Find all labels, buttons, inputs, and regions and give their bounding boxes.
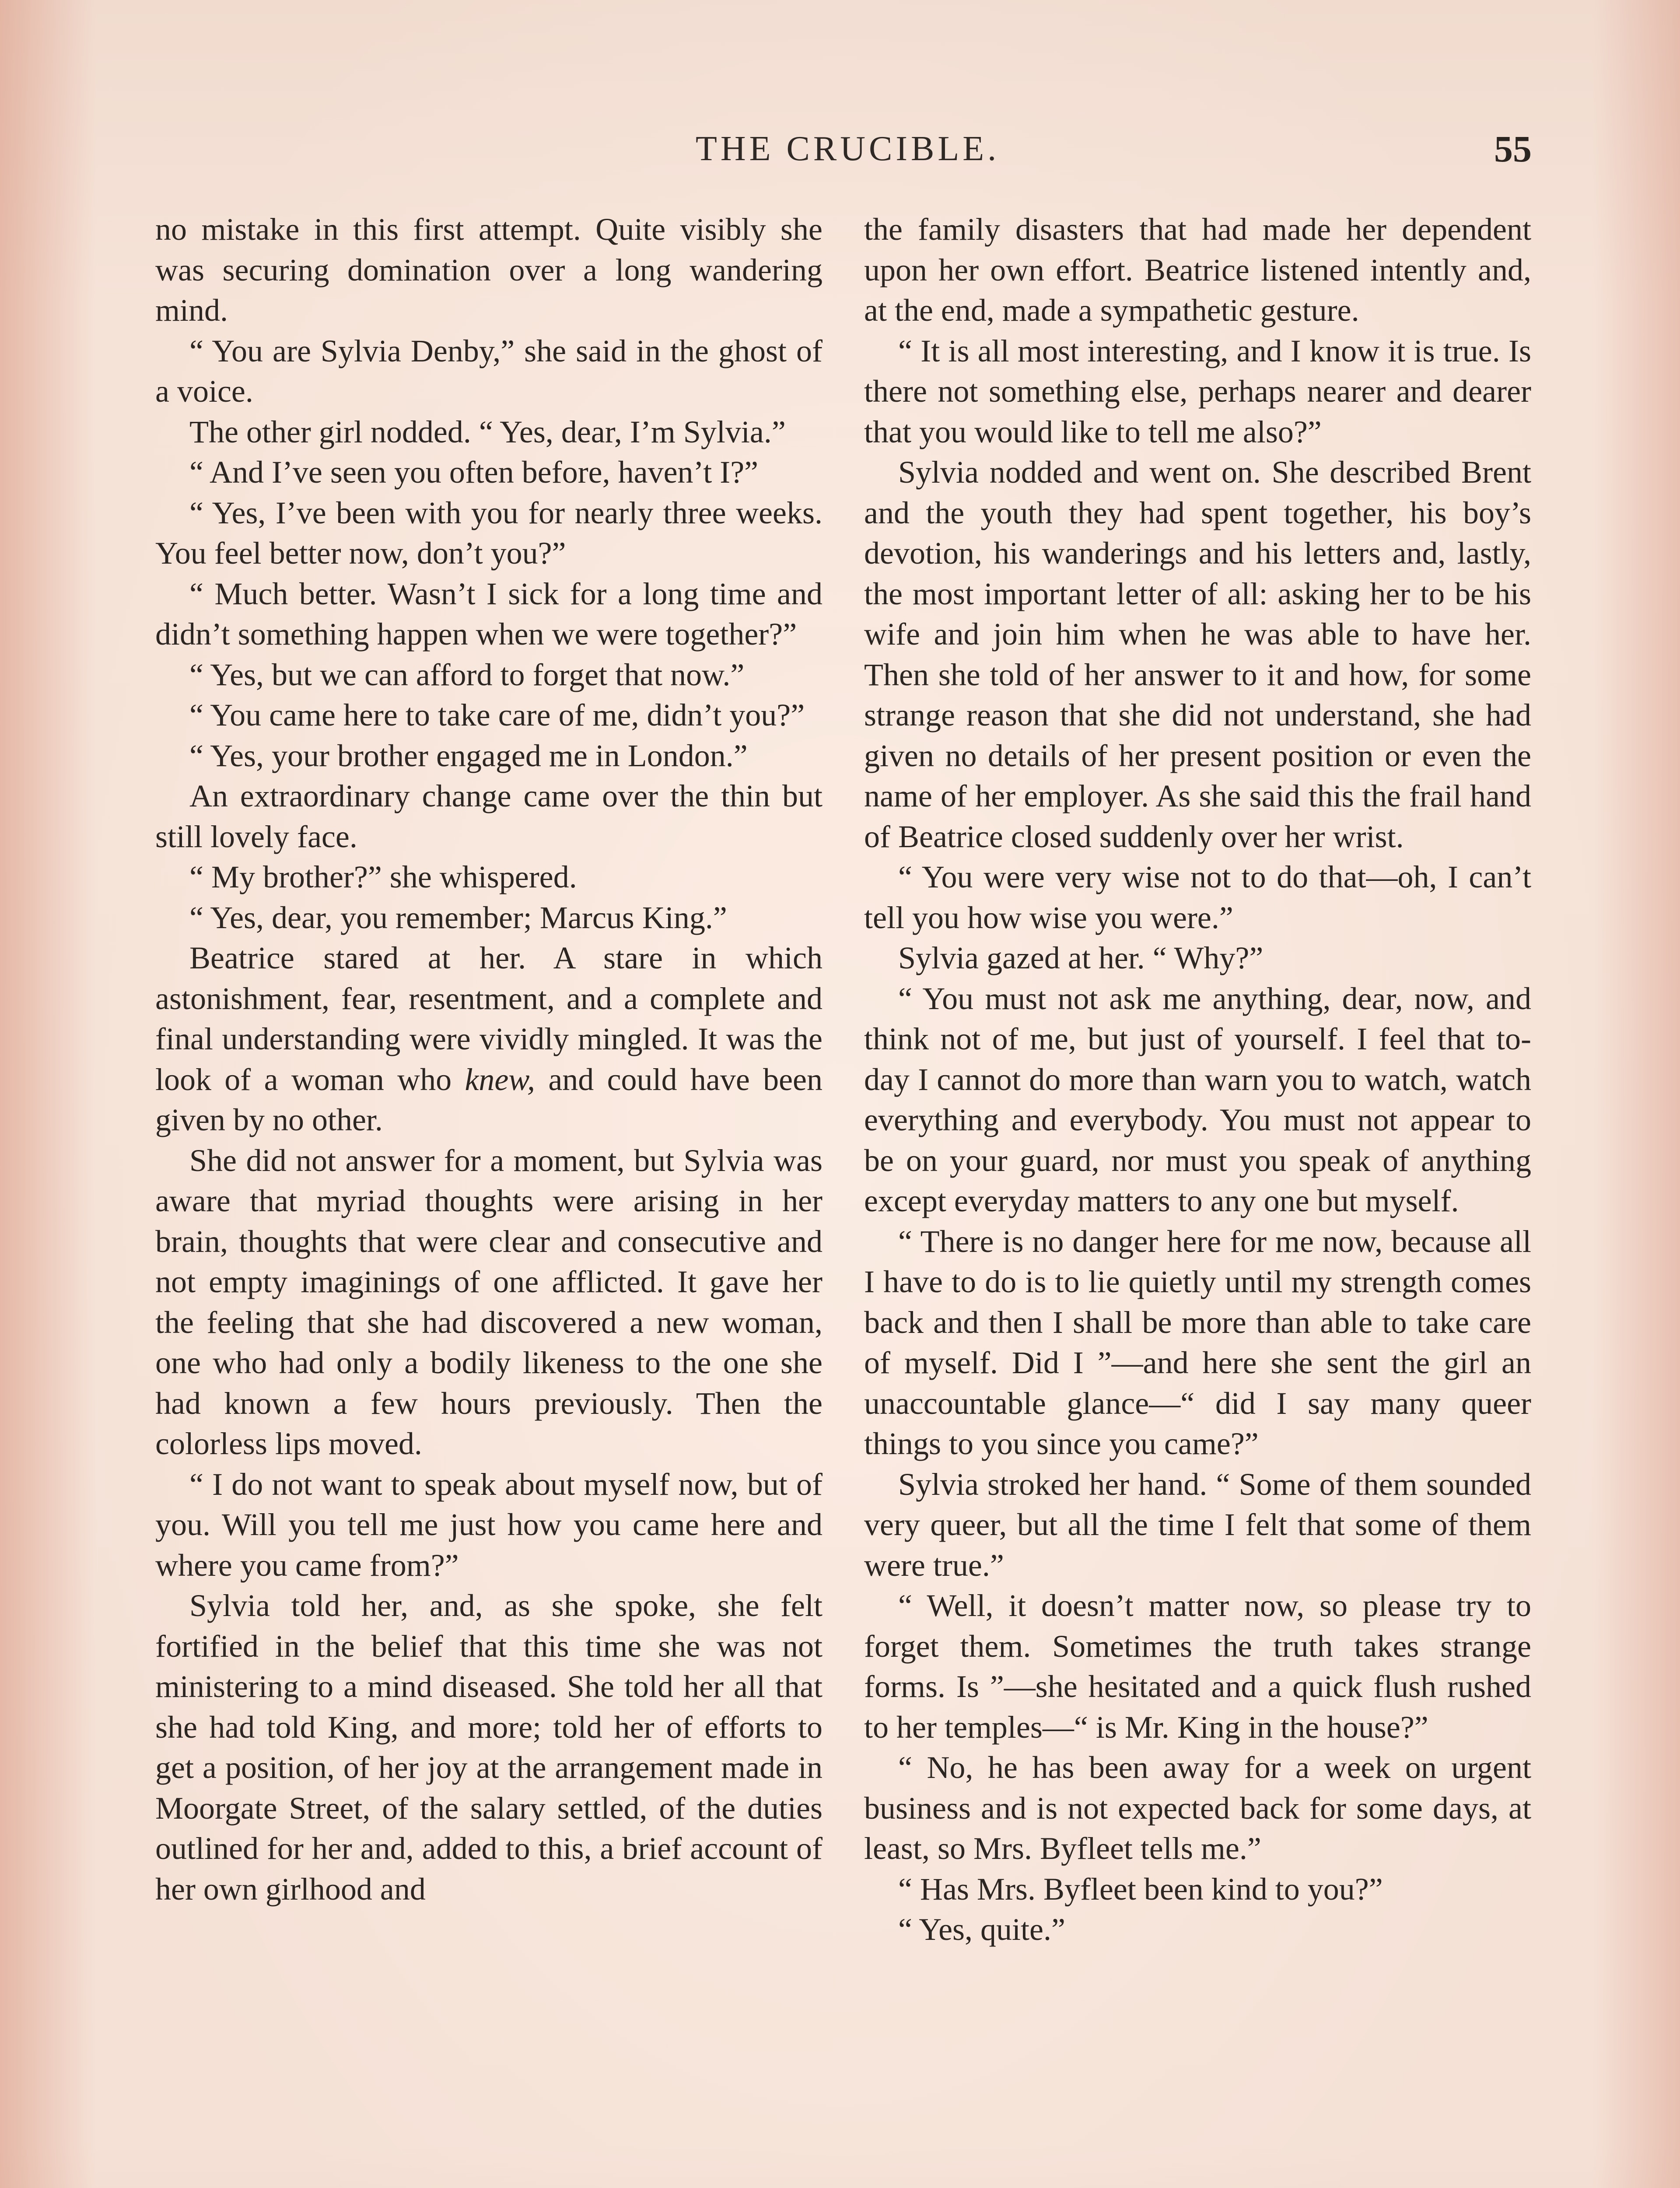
paragraph: She did not answer for a moment, but Sylvia was aware that myriad thoughts were arising in her brain, thoughts that were clear and consecutive and not empty imaginings of one afflicted. It gave her the feeling that she had discovered a new woman, one who had only a bodily likeness to the one she had known a few hours previously. Then the colorless lips moved. xyxy=(155,1143,822,1461)
page-number: 55 xyxy=(1494,128,1532,170)
left-column xyxy=(155,209,822,1909)
paragraph: “ Yes, your brother engaged me in London.” xyxy=(189,738,748,773)
paragraph: “ Yes, quite.” xyxy=(898,1912,1065,1947)
paragraph: “ It is all most interesting, and I know it is true. Is there not something else, perhaps nearer and dearer that you would like to tell me also?” xyxy=(864,333,1531,449)
paragraph: the family disasters that had made her dependent upon her own effort. Beatrice listened intently and, at the end, made a sympathetic gesture. xyxy=(864,212,1531,328)
paragraph: “ Has Mrs. Byfleet been kind to you?” xyxy=(898,1871,1383,1907)
right-column xyxy=(864,209,1531,1950)
paragraph: “ And I’ve seen you often before, haven’t I?” xyxy=(189,455,759,490)
paragraph: The other girl nodded. “ Yes, dear, I’m Sylvia.” xyxy=(189,414,786,449)
paragraph: Sylvia told her, and, as she spoke, she felt fortified in the belief that this time she was not ministering to a mind diseased. She told her all that she had told King, and more; told her of efforts to get a position, of her joy at the arrangement made in Moorgate Street, of the salary settled, of the duties outlined for her and, added to this, a brief account of her own girlhood and xyxy=(155,1588,822,1907)
paragraph: “ Much better. Wasn’t I sick for a long time and didn’t something happen when we were together?” xyxy=(155,576,822,652)
paragraph: “ Yes, I’ve been with you for nearly three weeks. You feel better now, don’t you?” xyxy=(155,495,822,571)
text-run: and could have been given by no other. xyxy=(155,1062,823,1137)
page-edge-shading-left xyxy=(0,0,96,2188)
paragraph: “ You must not ask me anything, dear, now, and think not of me, but just of yourself. I feel that to-day I cannot do more than warn you to watch, watch everything and everybody. You must not appear to be on your guard, nor must you speak of anything except everyday matters to any one but myself. xyxy=(864,981,1531,1218)
paragraph: “ You were very wise not to do that—oh, I can’t tell you how wise you were.” xyxy=(864,859,1531,935)
running-head: THE CRUCIBLE. xyxy=(696,130,1000,168)
paragraph: “ Yes, but we can afford to forget that now.” xyxy=(189,657,745,692)
paragraph: Sylvia gazed at her. “ Why?” xyxy=(898,940,1264,975)
paragraph: “ I do not want to speak about myself now, but of you. Will you tell me just how you came here and where you came from?” xyxy=(155,1466,822,1583)
paragraph xyxy=(155,938,822,1140)
paragraph: “ You came here to take care of me, didn’t you?” xyxy=(189,698,805,733)
text-run: Beatrice stared at her. A stare in which astonishment, fear, resentment, and a complete and final understanding were vividly mingled. It was the look of a woman who xyxy=(155,940,822,1097)
paragraph: “ You are Sylvia Denby,” she said in the ghost of a voice. xyxy=(155,333,822,409)
emphasized-word: knew, xyxy=(465,1062,536,1097)
paragraph: “ No, he has been away for a week on urgent business and is not expected back for some days, at least, so Mrs. Byfleet tells me.” xyxy=(864,1750,1531,1866)
paragraph: “ My brother?” she whispered. xyxy=(189,859,577,894)
paragraph: no mistake in this first attempt. Quite visibly she was securing domination over a long wandering mind. xyxy=(155,212,822,328)
paragraph: Sylvia nodded and went on. She described Brent and the youth they had spent together, his boy’s devotion, his wanderings and his letters and, lastly, the most important letter of all: asking her to be his wife and join him when he was able to have her. Then she told of her answer to it and how, for some strange reason that she did not understand, she had given no details of her present position or even the name of her employer. As she said this the frail hand of Beatrice closed suddenly over her wrist. xyxy=(864,455,1531,854)
paragraph: Sylvia stroked her hand. “ Some of them sounded very queer, but all the time I felt that some of them were true.” xyxy=(864,1466,1531,1583)
paragraph: “ There is no danger here for me now, because all I have to do is to lie quietly until my strength comes back and then I shall be more than able to take care of myself. Did I ”—and here she sent the girl an unaccountable glance—“ did I say many queer things to you since you came?” xyxy=(864,1224,1531,1461)
paragraph: “ Yes, dear, you remember; Marcus King.” xyxy=(189,900,727,935)
page-edge-shading-right xyxy=(1592,0,1680,2188)
paragraph: “ Well, it doesn’t matter now, so please try to forget them. Sometimes the truth takes strange forms. Is ”—she hesitated and a quick flush rushed to her temples—“ is Mr. King in the house?” xyxy=(864,1588,1531,1745)
paragraph: An extraordinary change came over the thin but still lovely face. xyxy=(155,778,822,854)
